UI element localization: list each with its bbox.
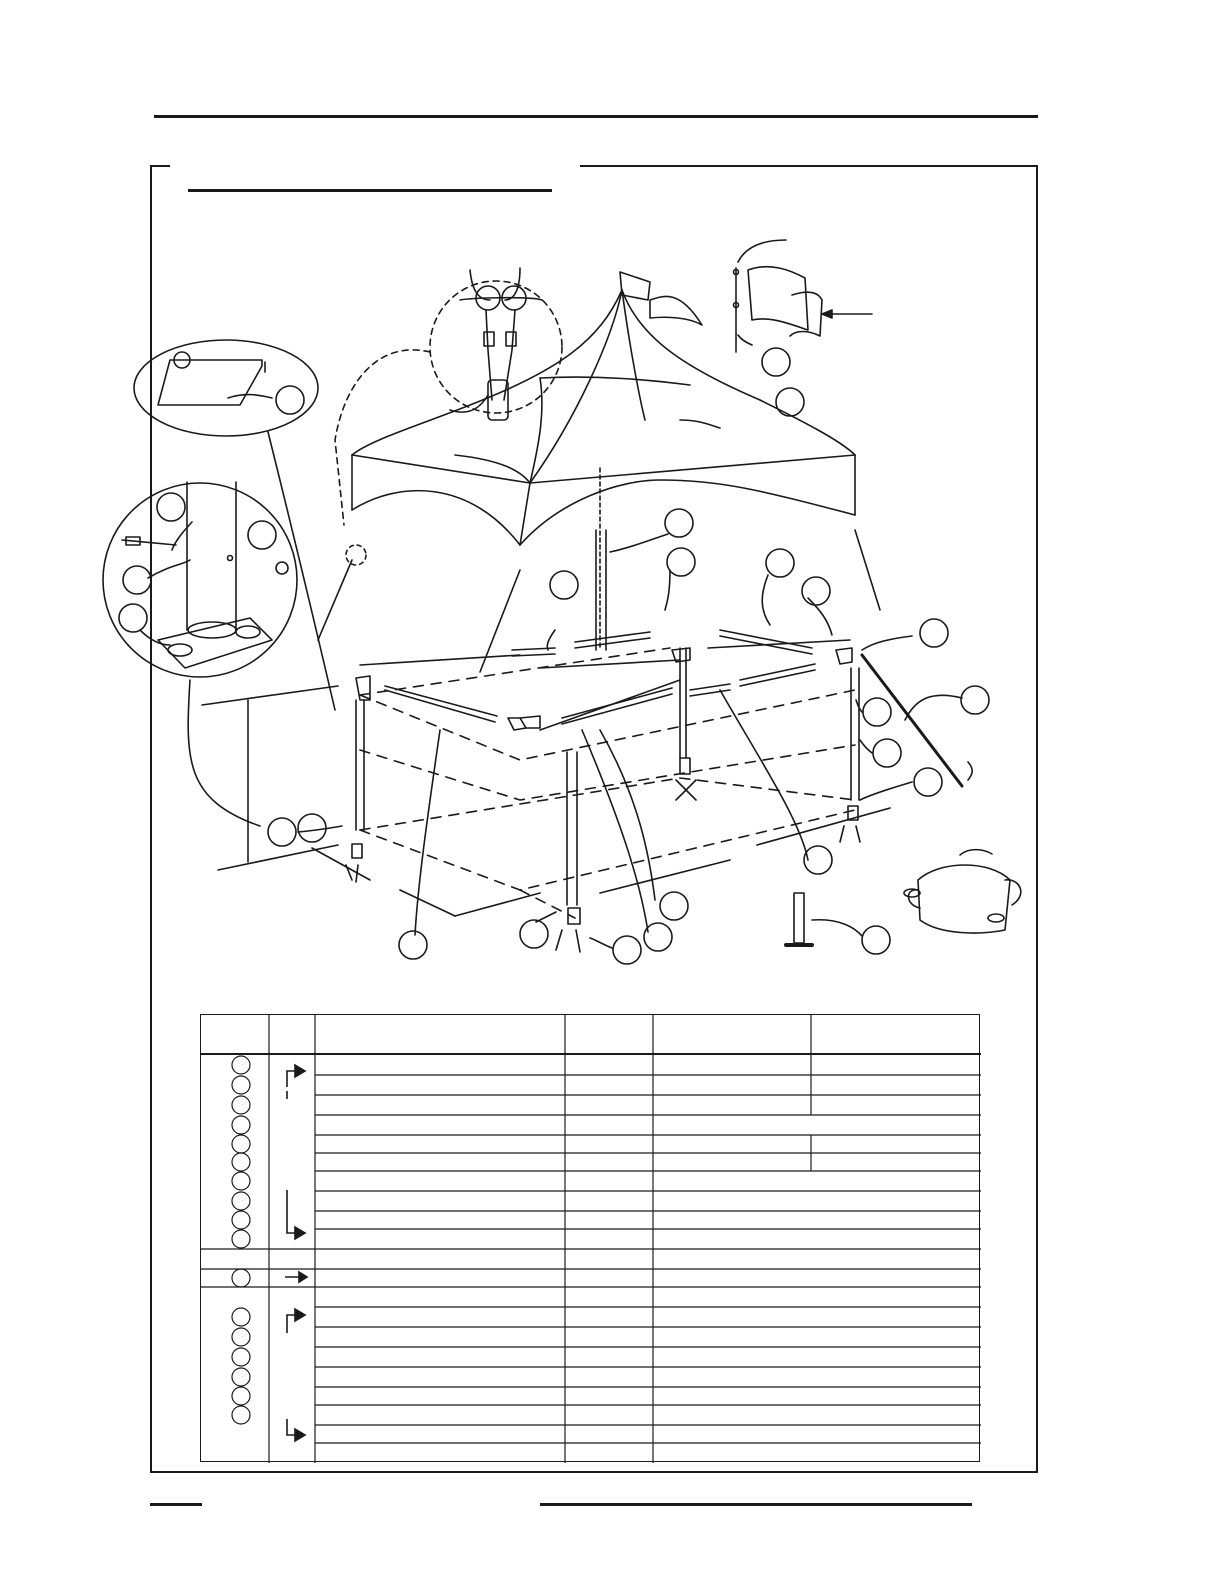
legs xyxy=(356,468,859,905)
footer-rule-right xyxy=(540,1503,972,1506)
ground-stake xyxy=(786,893,862,945)
table-index-circles xyxy=(232,1056,250,1424)
rigging-detail xyxy=(335,268,562,565)
callout-circles xyxy=(119,348,989,964)
frame-outline xyxy=(360,648,855,918)
table-row-lines xyxy=(201,1075,981,1443)
leader-lines xyxy=(298,534,972,948)
canopy-top xyxy=(352,290,855,545)
frame-rails xyxy=(360,630,850,730)
flag-pole-detail xyxy=(734,240,873,352)
base-plate-detail xyxy=(103,482,297,826)
table-group-brackets xyxy=(285,1065,307,1441)
parts-table-grid xyxy=(201,1015,981,1463)
parts-table xyxy=(200,1014,980,1462)
flag xyxy=(620,272,702,325)
pin-detail xyxy=(134,340,335,710)
sandbag xyxy=(904,850,1021,933)
footer-rule-left xyxy=(150,1503,202,1506)
dimension-lines xyxy=(202,686,890,916)
